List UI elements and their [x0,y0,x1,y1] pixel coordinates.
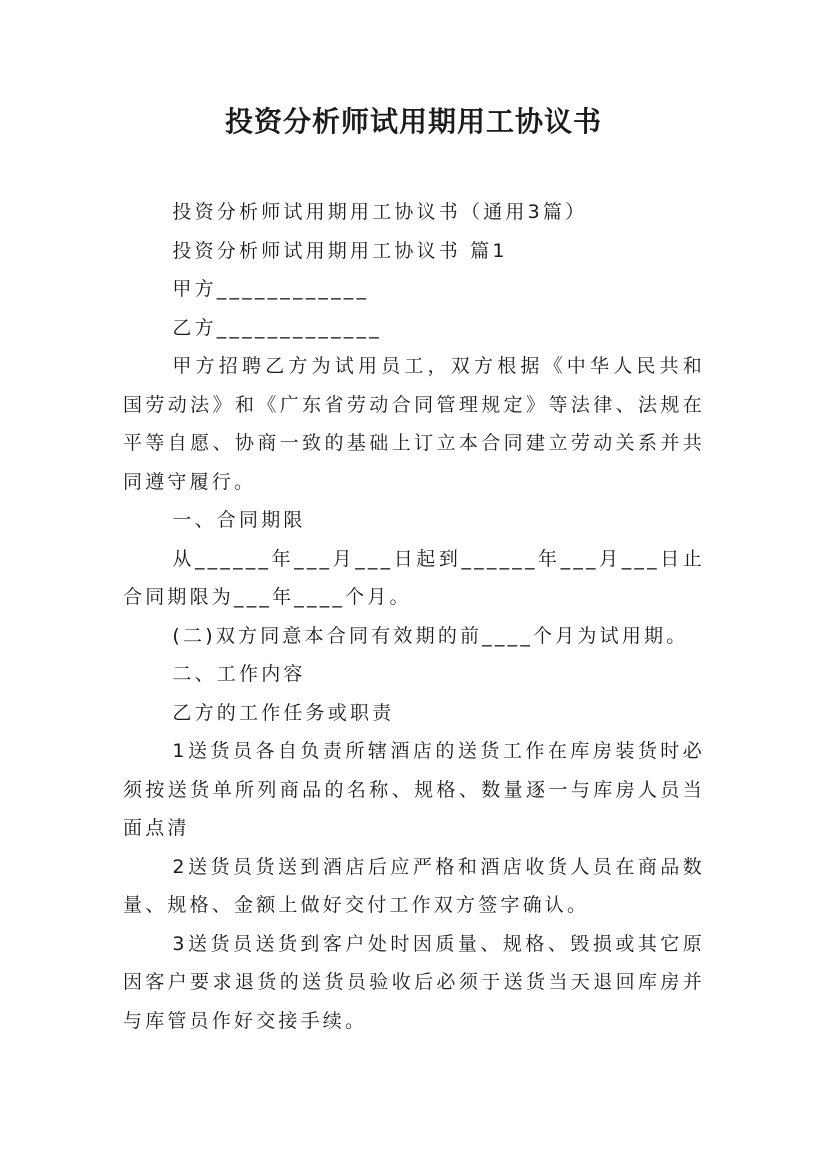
document-body [123,193,705,1040]
paragraph-heading-work-content: 二、工作内容 [172,663,306,685]
paragraph-duties-intro: 乙方的工作任务或职责 [172,701,395,724]
paragraph-party-a: 甲方____________ [172,278,370,300]
paragraph-heading-contract-term: 一、合同期限 [172,509,306,531]
paragraph-contract-dates: 从______年___月___日起到______年___月___日止合同期限为___年____个月。 [123,547,705,608]
paragraph-preamble: 甲方招聘乙方为试用员工，双方根据《中华人民共和国劳动法》和《广东省劳动合同管理规定》等法律、法规在平等自愿、协商一致的基础上订立本合同建立劳动关系并共同遵守履行。 [123,355,705,493]
paragraph-duty-3: 3送货员送货到客户处时因质量、规格、毁损或其它原因客户要求退货的送货员验收后必须于送货当天退回库房并与库管员作好交接手续。 [123,932,705,1032]
paragraph-subtitle: 投资分析师试用期用工协议书（通用3篇） [172,201,588,223]
paragraph-probation-period: (二)双方同意本合同有效期的前____个月为试用期。 [172,624,689,647]
document-title: 投资分析师试用期用工协议书 [224,105,602,138]
paragraph-party-b: 乙方_____________ [172,316,382,339]
paragraph-duty-2: 2送货员货送到酒店后应严格和酒店收货人员在商品数量、规格、金额上做好交付工作双方签字确认。 [123,855,705,916]
paragraph-section-heading: 投资分析师试用期用工协议书 篇1 [172,239,508,262]
paragraph-duty-1: 1送货员各自负责所辖酒店的送货工作在库房装货时必须按送货单所列商品的名称、规格、数量逐一与库房人员当面点清 [123,740,705,839]
